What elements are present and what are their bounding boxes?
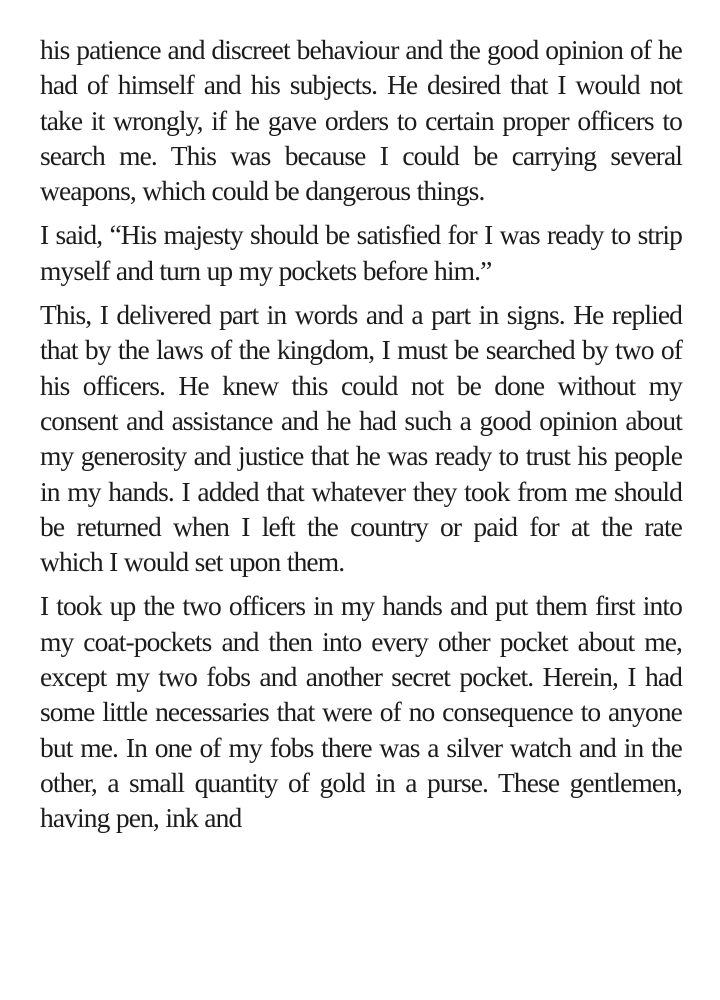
paragraph-1: his patience and discreet behaviour and the good opinion of he had of himself and his subjects. He desired that I would not take it wrongly, if he gave orders to certain proper officers to search me. This was because I could be carrying several weapons, which could be dangerous things. (40, 34, 682, 207)
book-page-text (40, 32, 682, 845)
paragraph-2: I said, “His majesty should be satisfied for I was ready to strip myself and turn up my pockets before him.” (40, 219, 682, 286)
paragraph-4: I took up the two officers in my hands and put them first into my coat-pockets and then into every other pocket about me, except my two fobs and another secret pocket. Herein, I had some little necessaries that were of no consequence to anyone but me. In one of my fobs there was a silver watch and in the other, a small quantity of gold in a purse. These gentlemen, having pen, ink and (40, 590, 682, 834)
paragraph-3: This, I delivered part in words and a part in signs. He replied that by the laws of the kingdom, I must be searched by two of his officers. He knew this could not be done without my consent and assistance and he had such a good opinion about my generosity and justice that he was ready to trust his people in my hands. I added that whatever they took from me should be returned when I left the country or paid for at the rate which I would set upon them. (40, 299, 682, 578)
